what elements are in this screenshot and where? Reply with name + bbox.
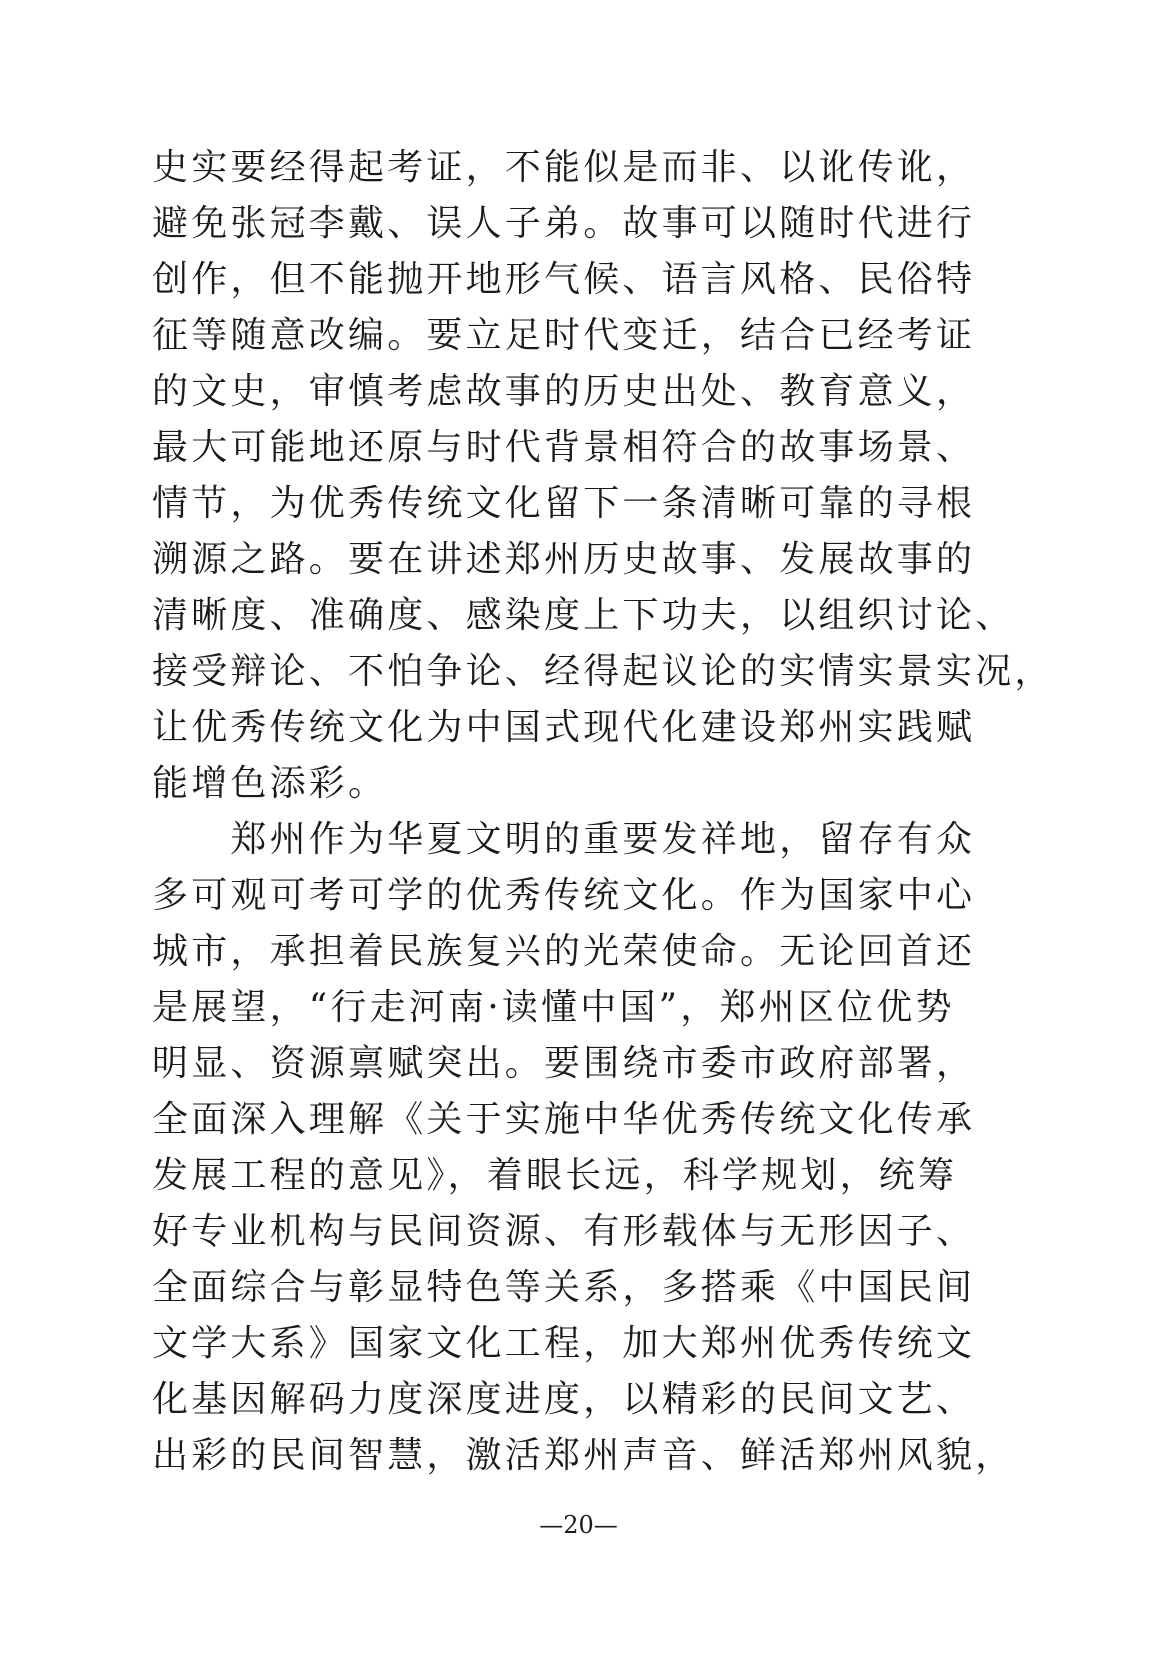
- text-line: 最大可能地还原与时代背景相符合的故事场景、: [152, 427, 976, 468]
- text-line: 接受辩论、不怕争论、经得起议论的实情实景实况，: [152, 651, 1054, 692]
- page-number: —20—: [539, 1511, 618, 1539]
- text-line: 文学大系》国家文化工程，加大郑州优秀传统文: [152, 1323, 976, 1364]
- text-line: 明显、资源禀赋突出。要围绕市委市政府部署，: [152, 1043, 976, 1084]
- text-line: 的文史，审慎考虑故事的历史出处、教育意义，: [152, 371, 976, 412]
- text-line: 避免张冠李戴、误人子弟。故事可以随时代进行: [152, 203, 976, 244]
- text-line: 城市，承担着民族复兴的光荣使命。无论回首还: [152, 931, 976, 972]
- text-line: 创作，但不能抛开地形气候、语言风格、民俗特: [152, 259, 976, 300]
- text-line: 化基因解码力度深度进度，以精彩的民间文艺、: [152, 1379, 976, 1420]
- text-line: 好专业机构与民间资源、有形载体与无形因子、: [152, 1211, 976, 1252]
- text-line: 史实要经得起考证，不能似是而非、以讹传讹，: [152, 147, 976, 188]
- text-line: 全面深入理解《关于实施中华优秀传统文化传承: [152, 1099, 976, 1140]
- text-line: 能增色添彩。: [152, 763, 388, 804]
- text-line: 全面综合与彰显特色等关系，多搭乘《中国民间: [152, 1267, 976, 1308]
- text-line: 征等随意改编。要立足时代变迁，结合已经考证: [152, 315, 976, 356]
- text-line: 出彩的民间智慧，激活郑州声音、鲜活郑州风貌，: [152, 1435, 1015, 1476]
- text-line: 是展望，“行走河南·读懂中国”，郑州区位优势: [152, 987, 955, 1028]
- text-line: 情节，为优秀传统文化留下一条清晰可靠的寻根: [152, 483, 976, 524]
- text-line: 发展工程的意见》，着眼长远，科学规划，统筹: [152, 1155, 958, 1196]
- text-line: 清晰度、准确度、感染度上下功夫，以组织讨论、: [152, 595, 1015, 636]
- text-line: 多可观可考可学的优秀传统文化。作为国家中心: [152, 875, 976, 916]
- text-line: 溯源之路。要在讲述郑州历史故事、发展故事的: [152, 539, 976, 580]
- text-line: 郑州作为华夏文明的重要发祥地，留存有众: [152, 819, 976, 860]
- text-line: 让优秀传统文化为中国式现代化建设郑州实践赋: [152, 707, 976, 748]
